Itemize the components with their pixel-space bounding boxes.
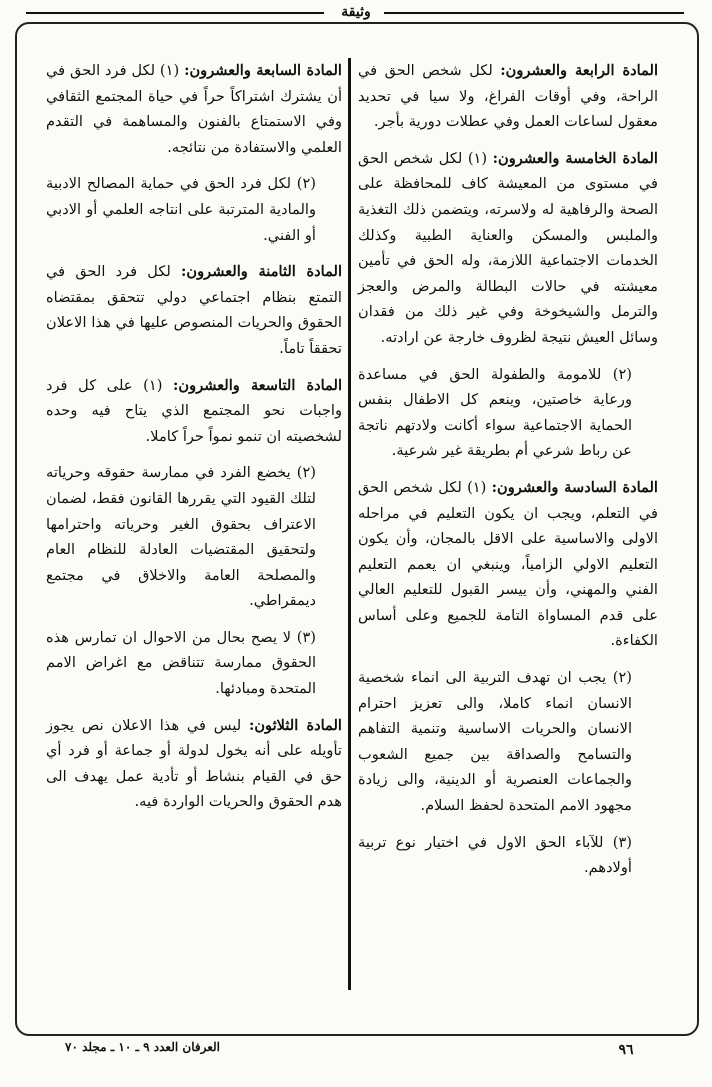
header-rule-right: [384, 12, 684, 14]
article-paragraph: [46, 460, 342, 614]
article-paragraph: [46, 373, 342, 450]
page-number: ٩٦: [618, 1042, 634, 1058]
article-text: لكل فرد الحق في التمتع بنظام اجتماعي دولي تتحقق بمقتضاه الحقوق والحريات المنصوص عليها في هذا الاعلان تحققاً تاماً.: [46, 263, 342, 357]
article-paragraph: [358, 830, 658, 881]
article-text: (١) لكل فرد الحق في أن يشترك اشتراكاً حراً في حياة المجتمع الثقافي وفي الاستمتاع بالفنون والمساهمة في التقدم العلمي والاستفادة من نتائجه.: [46, 62, 342, 156]
page-footer: [0, 1036, 712, 1066]
article-paragraph: [46, 58, 342, 160]
article-text: (٢) يخضع الفرد في ممارسة حقوقه وحرياته لتلك القيود التي يقررها القانون فقط، لضمان الاعتراف بحقوق الغير وحرياته واحترامها ولتحقيق المقتضيات العادلة للنظام العام والمصلحة العامة والاخلاق في مجتمع ديمقراطي.: [46, 464, 316, 610]
column-divider: [348, 58, 351, 990]
article-text: (١) لكل شخص الحق في التعلم، ويجب ان يكون التعليم في مراحله الاولى والاساسية على الاقل بالمجان، وأن يكون التعليم الاولي الزامياً، وينبغي ان يعمم التعليم الفني والمهني، وأن ييسر القبول للتعليم العالي على قدم المساواة التامة للجميع وعلى أساس الكفاءة.: [358, 478, 658, 650]
article-paragraph: [46, 259, 342, 361]
article-heading: المادة السادسة والعشرون:: [491, 478, 658, 496]
article-text: (٢) لكل فرد الحق في حماية المصالح الادبية والمادية المترتبة على انتاجه العلمي أو الادبي أو الفني.: [46, 175, 316, 244]
article-text: (٣) للآباء الحق الاول في اختيار نوع تربية أولادهم.: [358, 833, 632, 877]
left-column: [46, 58, 342, 815]
article-heading: المادة الخامسة والعشرون:: [492, 149, 658, 167]
right-column: [358, 58, 658, 881]
article-paragraph: [46, 713, 342, 815]
article-heading: المادة التاسعة والعشرون:: [173, 376, 342, 394]
article-heading: المادة الرابعة والعشرون:: [500, 62, 658, 79]
article-text: (١) على كل فرد واجبات نحو المجتمع الذي يتاح فيه وحده لشخصيته ان تنمو نمواً حراً كاملا.: [46, 376, 342, 445]
article-text: لكل شخص الحق في الراحة، وفي أوقات الفراغ، ولا سيا في تحديد معقول لساعات العمل وفي عطلات دورية بأجر.: [358, 62, 658, 131]
article-paragraph: [358, 665, 658, 819]
article-paragraph: [46, 171, 342, 248]
page-header-title: وثيقة: [341, 4, 371, 20]
article-paragraph: [358, 146, 658, 351]
article-text: (٢) للامومة والطفولة الحق في مساعدة ورعاية خاصتين، وينعم كل الاطفال بنفس الحماية الاجتماعية سواء أكانت ولادتهم ناتجة عن رباط شرعي أم بطريقة غير شرعية.: [358, 365, 632, 460]
journal-issue-info: العرفان العدد ٩ ـ ١٠ ـ مجلد ٧٠: [65, 1040, 220, 1054]
article-text: (٢) يجب ان تهدف التربية الى انماء شخصية الانسان انماء كاملا، والى تعزيز احترام الانسان والحريات الاساسية وتنمية التفاهم والتسامح والصداقة بين جميع الشعوب والجماعات العنصرية أو الدينية، والى زيادة مجهود الامم المتحدة لحفظ السلام.: [358, 669, 632, 815]
article-paragraph: [358, 58, 658, 135]
article-text: ليس في هذا الاعلان نص يجوز تأويله على أنه يخول لدولة أو جماعة أو فرد أي حق في القيام بنشاط أو تأدية عمل يهدف الى هدم الحقوق والحريات الواردة فيه.: [46, 716, 342, 811]
article-paragraph: [46, 625, 342, 702]
article-heading: المادة الثلاثون:: [248, 716, 342, 734]
article-text: (٣) لا يصح بحال من الاحوال ان تمارس هذه الحقوق ممارسة تتناقض مع اغراض الامم المتحدة ومبادئها.: [46, 628, 316, 698]
article-heading: المادة السابعة والعشرون:: [184, 62, 342, 79]
article-paragraph: [358, 362, 658, 464]
article-paragraph: [358, 475, 658, 654]
article-text: (١) لكل شخص الحق في مستوى من المعيشة كاف للمحافظة على الصحة والرفاهية له ولاسرته، ويتضمن ذلك التغذية والملبس والمسكن والعناية الطبية وكذلك الخدمات الاجتماعية اللازمة، وله الحق في تأمين معيشته في حالات البطالة والمرض والعجز والترمل والشيخوخة وفي غير ذلك من فقدان وسائل العيش نتيجة لظروف خارجة عن ارادته.: [358, 149, 658, 346]
article-heading: المادة الثامنة والعشرون:: [181, 263, 343, 281]
